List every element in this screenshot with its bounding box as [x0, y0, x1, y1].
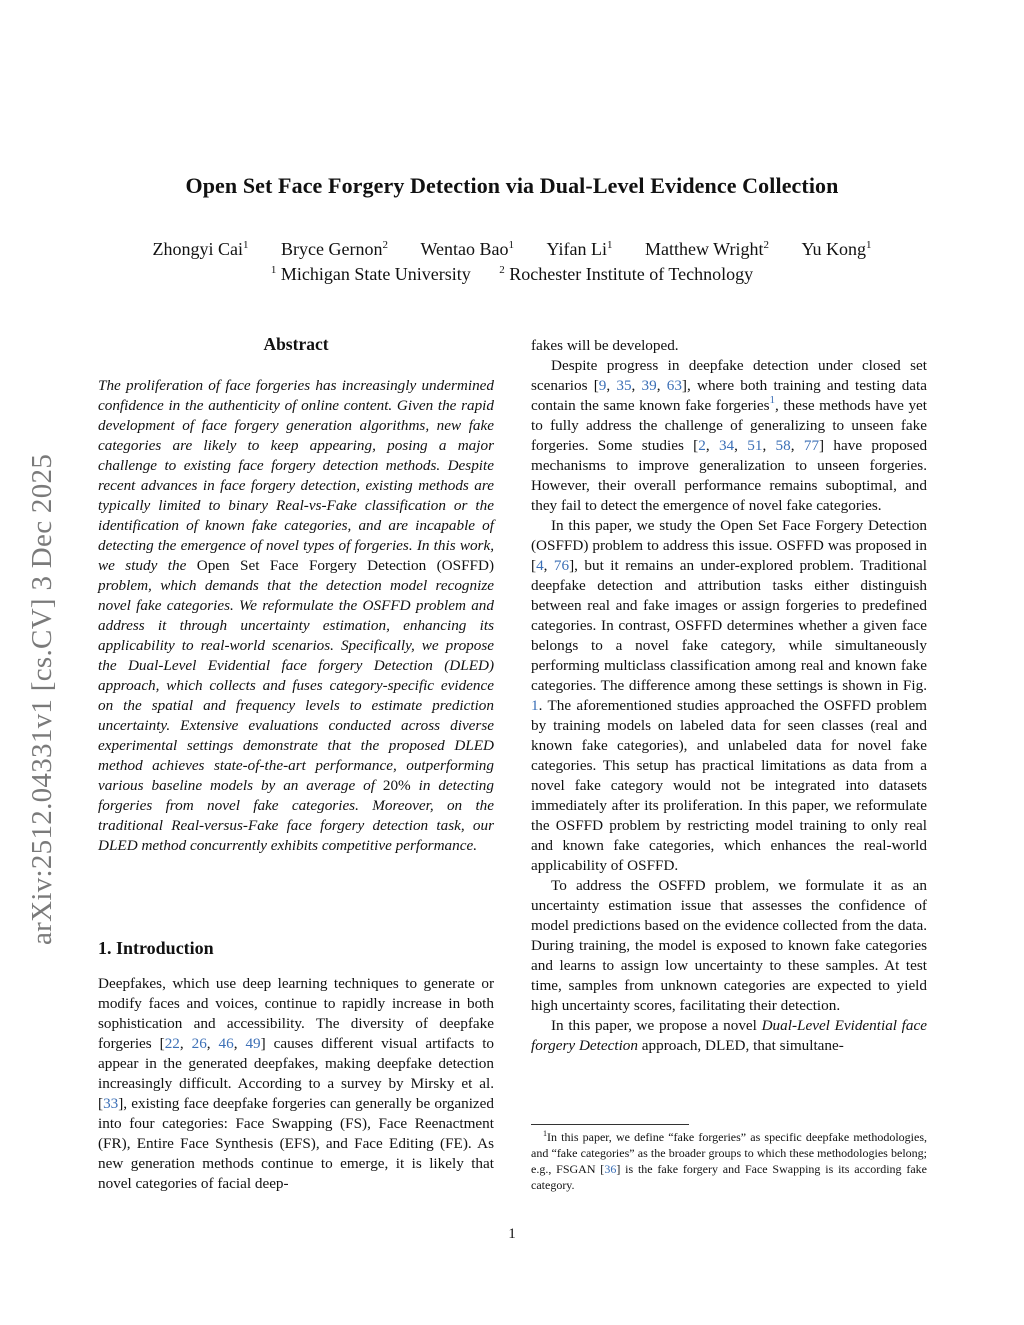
introduction-paragraph: Deepfakes, which use deep learning techniques to generate or modify faces and voices, continue to rapidly increase in both sophistication and accessibility. The diversity of deepfake forgeries [22, 26, 46, 49] causes different visual artifacts to appear in the generated deepfakes, making deepfake detection increasingly difficult. According to a survey by Mirsky et al. [33], existing face deepfake forgeries can generally be organized into four categories: Face Swapping (FS), Face Reenactment (FR), Entire Face Synthesis (EFS), and Face Editing (FE). As new generation methods continue to emerge, it is likely that novel categories of facial deep-	[98, 975, 495, 1192]
paragraph: In this paper, we propose a novel Dual-Level Evidential face forgery Detection approach, DLED, that simultane-	[531, 1017, 927, 1054]
citation-link[interactable]: 76	[553, 557, 570, 574]
citation-link[interactable]: 46	[218, 1035, 234, 1052]
citation-link[interactable]: 36	[604, 1162, 617, 1176]
abstract-body: The proliferation of face forgeries has increasingly undermined confidence in the authenticity of online content. Given the rapid development of face forgery generation algorithms, new fake categories are likely to keep appearing, posing a major challenge to existing face forgery detection methods. Despite recent advances in face forgery detection, existing methods are typically limited to binary Real-vs-Fake classification or the identification of known fake categories, and are incapable of detecting the emergence of novel types of forgeries. In this work, we study the Open Set Face Forgery Detection (OSFFD) problem, which demands that the detection model recognize novel fake categories. We reformulate the OSFFD problem and address it through uncertainty estimation, enhancing its applicability to real-world scenarios. Specifically, we propose the Dual-Level Evidential face forgery Detection (DLED) approach, which collects and fuses category-specific evidence on the spatial and frequency levels to estimate prediction uncertainty. Extensive evaluations conducted across diverse experimental settings demonstrate that the proposed DLED method achieves state-of-the-art performance, outperforming various baseline models by an average of 20% in detecting forgeries from novel fake categories. Moreover, on the traditional Real-versus-Fake face forgery detection task, our DLED method concurrently exhibits competitive performance.	[98, 377, 495, 854]
citation-link[interactable]: 34	[718, 437, 735, 454]
citation-link[interactable]: 77	[803, 437, 820, 454]
paragraph: Despite progress in deepfake detection under closed set scenarios [9, 35, 39, 63], where both training and testing data contain the same known fake forgeries$^1$, these methods have yet to fully address the challenge of generalizing to unseen fake forgeries. Some studies [2, 34, 51, 58, 77] have proposed mechanisms to improve generalization to unseen forgeries. However, their overall performance remains suboptimal, and they fail to detect the emergence of novel fake categories.	[531, 357, 928, 514]
citation-link[interactable]: 9	[598, 377, 607, 394]
paragraph: In this paper, we study the Open Set Face Forgery Detection (OSFFD) problem to address this issue. OSFFD was proposed in [4, 76], but it remains an under-explored problem. Traditional deepfake detection and attribution tasks either distinguish between real and fake images or assign forgeries to predefined categories. In contrast, OSFFD determines whether a given face belongs to a novel fake category, while simultaneously performing multiclass classification among real and known fake categories. The difference among these settings is shown in Fig. 1. The aforementioned studies approached the OSFFD problem by training models on labeled data for seen classes (real and known fake categories), and unlabeled data for novel fake categories. This setup has practical limitations as data from a novel fake category would not be integrated into datasets immediately after its proliferation. In this paper, we reformulate the OSFFD problem by restricting model training to only real and known fake categories, which enhances the real-world applicability of OSFFD.	[531, 517, 928, 874]
citation-link[interactable]: 51	[747, 437, 763, 454]
right-column	[531, 336, 927, 1056]
citation-link[interactable]: 4	[536, 557, 544, 574]
paragraph: To address the OSFFD problem, we formulate it as an uncertainty estimation issue that assesses the confidence of model predictions based on the evidence collected from the data. During training, the model is exposed to known fake categories and learns to assign low uncertainty to these samples. At test time, samples from unknown categories are expected to yield high uncertainty scores, facilitating their detection.	[531, 877, 927, 1014]
citation-link[interactable]: 39	[641, 377, 657, 394]
citation-link[interactable]: 22	[164, 1035, 180, 1052]
author: Zhongyi Cai$^1$	[152, 239, 249, 259]
citation-link[interactable]: 33	[103, 1095, 119, 1112]
citation-link[interactable]: 49	[245, 1035, 261, 1052]
footnote-marker[interactable]: 1	[769, 394, 776, 406]
affiliation: $^1$ Michigan State University	[270, 264, 471, 284]
author-list	[0, 239, 1024, 260]
paragraph-continuation: fakes will be developed.	[531, 337, 679, 354]
introduction-heading: 1. Introduction	[98, 938, 214, 958]
author: Yifan Li$^1$	[546, 239, 613, 259]
citation-link[interactable]: 58	[775, 437, 791, 454]
citation-link[interactable]: 2	[698, 437, 706, 454]
affiliation: $^2$ Rochester Institute of Technology	[499, 264, 754, 284]
footnote-rule	[531, 1124, 689, 1125]
citation-link[interactable]: 26	[191, 1035, 207, 1052]
footnote: $^1$In this paper, we define “fake forgeries” as specific deepfake methodologies, and “fake categories” as the broader groups to which these methodologies belong; e.g., FSGAN [36] is the fake forgery and Face Swapping is its according fake category.	[531, 1129, 927, 1192]
paper-title: Open Set Face Forgery Detection via Dual-Level Evidence Collection	[185, 173, 839, 198]
author: Matthew Wright$^2$	[645, 239, 769, 259]
page-number: 1	[508, 1226, 516, 1242]
author: Yu Kong$^1$	[801, 239, 872, 259]
figure-link[interactable]: 1	[531, 697, 539, 714]
author: Bryce Gernon$^2$	[281, 239, 388, 259]
author: Wentao Bao$^1$	[420, 239, 515, 259]
abstract-heading: Abstract	[263, 334, 329, 354]
citation-link[interactable]: 63	[666, 377, 682, 394]
citation-link[interactable]: 35	[616, 377, 632, 394]
arxiv-stamp: arXiv:2512.04331v1 [cs.CV] 3 Dec 2025	[26, 453, 58, 945]
affiliation-list	[0, 264, 1024, 285]
